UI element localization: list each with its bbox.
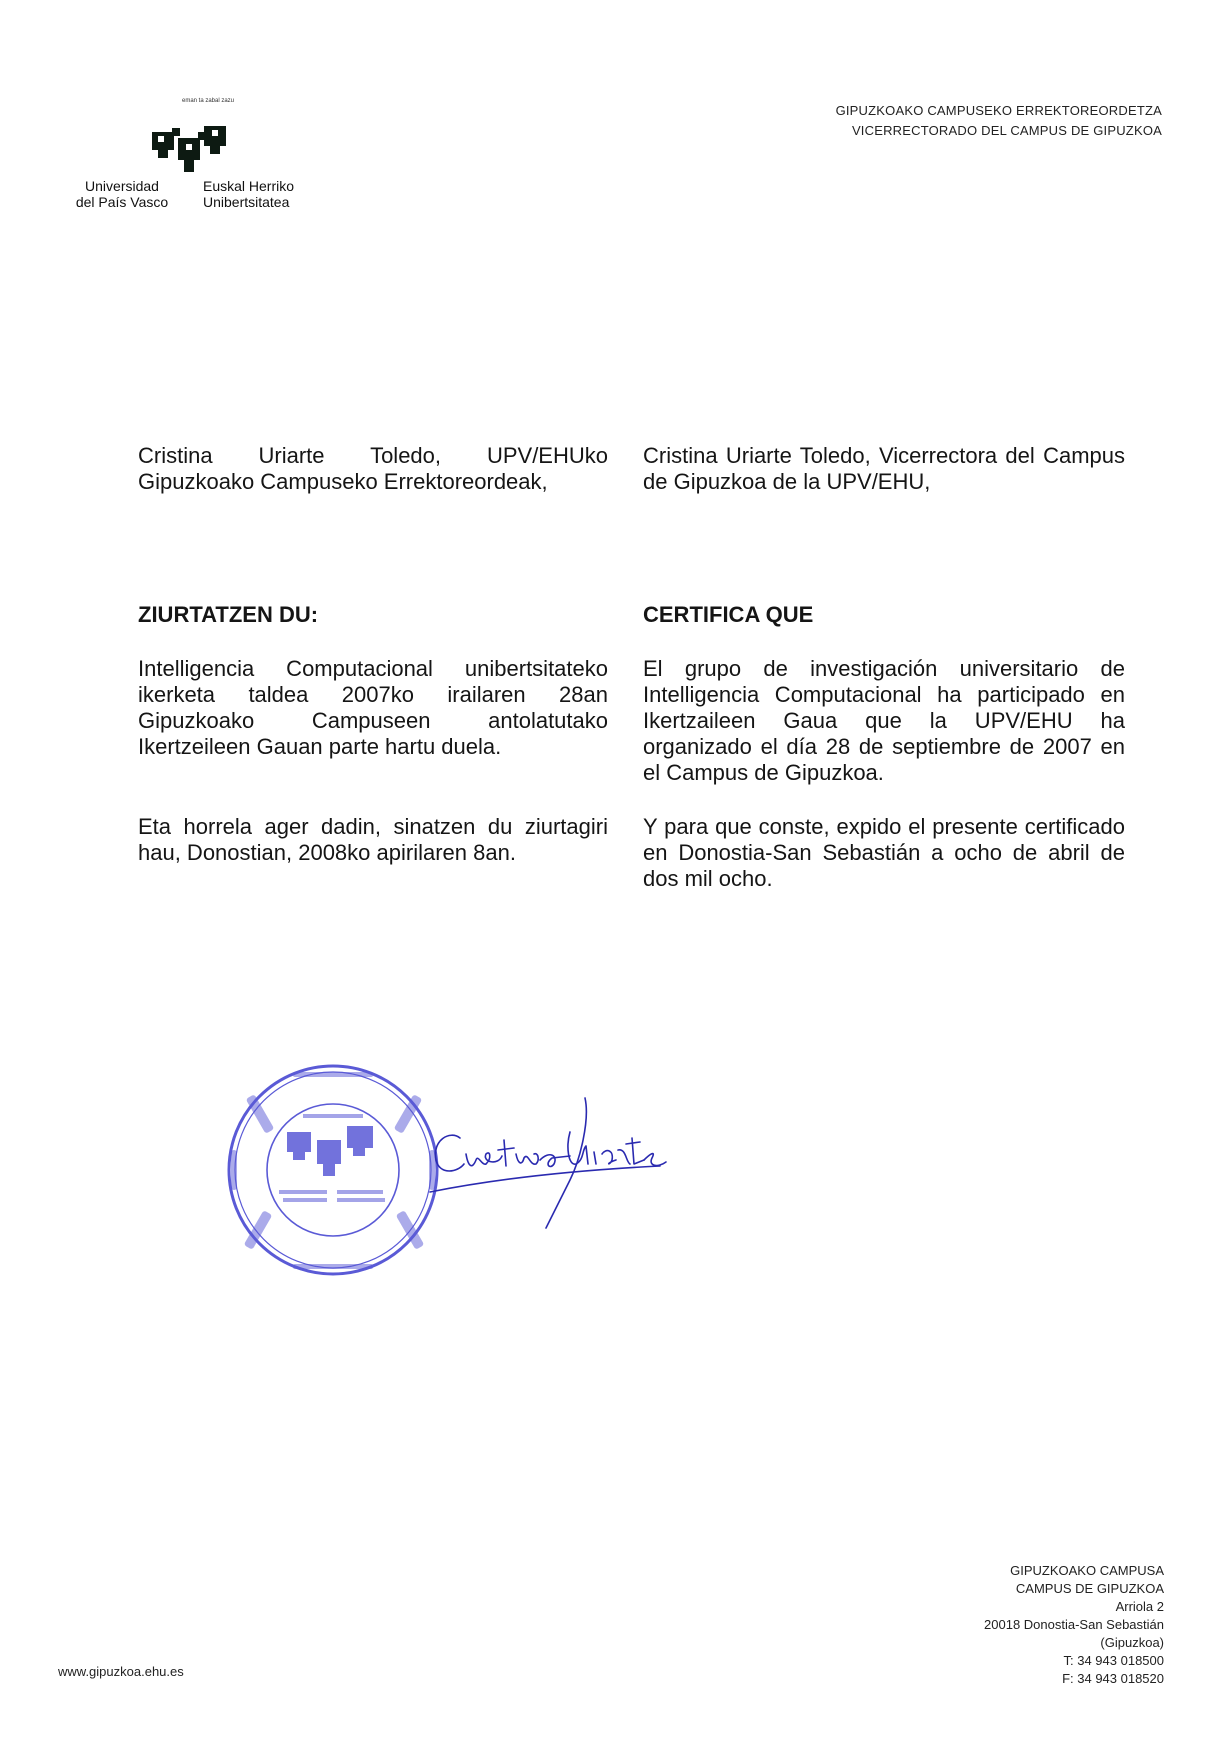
spanish-closing-block bbox=[643, 814, 1125, 892]
street: Arriola 2 bbox=[1115, 1599, 1164, 1614]
city: 20018 Donostia-San Sebastián bbox=[984, 1617, 1164, 1632]
basque-statement: Intelligencia Computacional unibertsitateko ikerketa taldea 2007ko irailaren 28an Gipuzkoako Campuseen antolatutako Ikertzeileen Gauan parte hartu duela. bbox=[138, 656, 608, 759]
spanish-closing: Y para que conste, expido el presente certificado en Donostia-San Sebastián a ocho de abril de dos mil ocho. bbox=[643, 814, 1125, 891]
website-link[interactable]: www.gipuzkoa.ehu.es bbox=[58, 1664, 184, 1679]
logo-name-basque: Euskal Herriko Unibertsitatea bbox=[203, 178, 295, 210]
logo-motto: eman ta zabal zazu bbox=[181, 98, 235, 104]
basque-closing: Eta horrela ager dadin, sinatzen du ziurtagiri hau, Donostian, 2008ko apirilaren 8an. bbox=[138, 814, 608, 865]
spanish-intro: Cristina Uriarte Toledo, Vicerrectora del Campus de Gipuzkoa de la UPV/EHU, bbox=[643, 443, 1125, 494]
campus-address bbox=[984, 1562, 1164, 1688]
logo-name-spanish: Universidad del País Vasco bbox=[75, 178, 169, 210]
upv-ehu-emblem-icon bbox=[150, 118, 230, 174]
campus-name-spanish: CAMPUS DE GIPUZKOA bbox=[1015, 1581, 1164, 1596]
phone: T: 34 943 018500 bbox=[1063, 1653, 1164, 1668]
office-basque: GIPUZKOAKO CAMPUSEKO ERREKTOREORDETZA bbox=[835, 103, 1162, 118]
basque-closing-block bbox=[138, 814, 608, 866]
fax: F: 34 943 018520 bbox=[1062, 1671, 1164, 1686]
spanish-statement: El grupo de investigación universitario de Intelligencia Computacional ha participado en Ikertzaileen Gaua que la UPV/EHU ha organizado el día 28 de septiembre de 2007 en el Campus de Gipuzkoa. bbox=[643, 656, 1125, 785]
university-logo bbox=[58, 98, 328, 218]
office-spanish: VICERRECTORADO DEL CAMPUS DE GIPUZKOA bbox=[851, 123, 1162, 138]
basque-heading: ZIURTATZEN DU: bbox=[138, 602, 319, 627]
spanish-column bbox=[643, 443, 1125, 495]
handwritten-signature bbox=[420, 1080, 720, 1230]
spanish-statement-block bbox=[643, 656, 1125, 786]
basque-intro: Cristina Uriarte Toledo, UPV/EHUko Gipuzkoako Campuseko Errektoreordeak, bbox=[138, 443, 608, 494]
campus-name-basque: GIPUZKOAKO CAMPUSA bbox=[1010, 1563, 1164, 1578]
official-stamp bbox=[223, 1060, 443, 1280]
office-heading bbox=[836, 101, 1162, 141]
spanish-heading: CERTIFICA QUE bbox=[643, 602, 814, 627]
basque-statement-block bbox=[138, 656, 608, 760]
basque-column bbox=[138, 443, 608, 495]
province: (Gipuzkoa) bbox=[1100, 1635, 1164, 1650]
